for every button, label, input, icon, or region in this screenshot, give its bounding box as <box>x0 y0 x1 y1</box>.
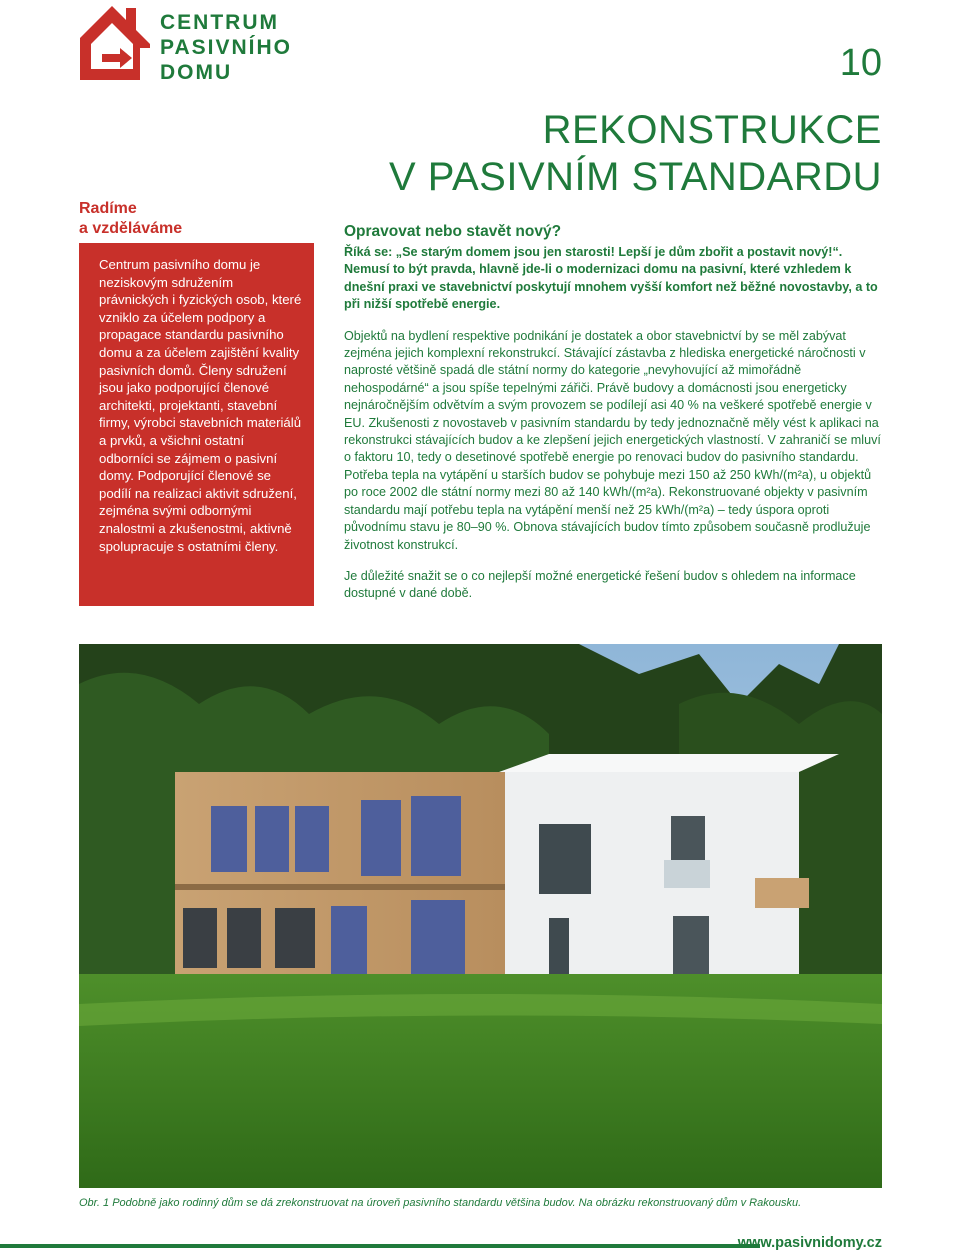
house-arrow-logo-icon <box>80 4 150 80</box>
brand-line-2: PASIVNÍHO <box>160 36 292 59</box>
house-photo-illustration <box>79 644 882 1188</box>
figure-caption: Obr. 1 Podobně jako rodinný dům se dá zrekonstruovat na úroveň pasivního standardu většina budov. Na obrázku rekonstruovaný dům v Rakousku. <box>79 1197 802 1209</box>
page-title-line-2: V PASIVNÍM STANDARDU <box>388 155 882 199</box>
sidebar-info-box <box>79 243 314 606</box>
article-paragraph-1: Objektů na bydlení respektive podnikání je dostatek a obor stavebnictví by se měl zabývat zejména jejich komplexní rekonstrukcí. Stávající zástavba z hlediska energetické náročnosti v naprosté většině spadá dle státní normy do kategorie „nevyhovující až mimořádně nehospodárné“ a jsou spíše tepelnými zářiči. Právě budovy a domácnosti jsou energeticky nejnáročnějším odvětvím a svým provozem se podílejí asi 40 % na veškeré spotřebě energie v EU. Zkušenosti z novostaveb v pasivním standardu by tedy jednoznačně měly vést k aplikaci na rekonstrukci stávajících budov a ke zlepšení jejich energetických vlastností. V zahraničí se mluví o faktoru 10, tedy o desetinové spotřebě energie po renovaci budov do pasivního standardu. Potřeba tepla na vytápění u starších budov se pohybuje mezi 150 až 250 kWh/(m²a), u objektů po roce 2002 dle státní normy mezi 80 až 140 kWh/(m²a). Rekonstruované objekty v pasivním standardu mají potřebu tepla na vytápění menší než 25 kWh/(m²a) – tedy úspora oproti původnímu stavu je 80–90 %. Obnova stávajících budov tímto způsobem současně prodlužuje životnost konstrukcí. <box>344 328 881 552</box>
footer-website-link[interactable]: www.pasivnidomy.cz <box>737 1235 882 1251</box>
article-subheading: Opravovat nebo stavět nový? <box>344 223 562 240</box>
footer-divider <box>0 1244 760 1248</box>
brand-line-3: DOMU <box>160 61 233 84</box>
sidebar-info-text: Centrum pasivního domu je neziskovým sdružením právnických i fyzických osob, které vzniklo za účelem podpory a propagace standardu pasivního domu a za účelem zajištění kvality pasivních domů. Členy sdružení jsou jako podporující členové architekti, projektanti, stavební firmy, výrobci stavebních materiálů a prvků, a všichni ostatní odborníci se zájmem o pasivní domy. Podporující členové se podílí na realizaci aktivit sdružení, zejména svými odbornými znalostmi a zkušenostmi, aktivně spolupracuje s ostatními členy. <box>99 257 302 554</box>
sidebar-heading-line-2: a vzděláváme <box>79 220 183 237</box>
page-title-line-1: REKONSTRUKCE <box>542 108 882 152</box>
sidebar-heading <box>79 199 182 239</box>
brand-name <box>160 10 292 85</box>
brand-line-1: CENTRUM <box>160 11 279 34</box>
sidebar-heading-line-1: Radíme <box>79 200 137 217</box>
house-photo <box>79 644 882 1188</box>
article-paragraph-2: Je důležité snažit se o co nejlepší možné energetické řešení budov s ohledem na informace dostupné v dané době. <box>344 568 856 601</box>
page-title <box>389 107 882 201</box>
article-lead: Říká se: „Se starým domem jsou jen starosti! Lepší je dům zbořit a postavit nový!“. Nemusí to být pravda, hlavně jde-li o modernizaci domu na pasivní, které vzhledem k dnešní praxi ve stavebnictví poskytují mnohem vyšší komfort než běžné novostavby, a to při nižší spotřebě energie. <box>344 245 878 312</box>
article <box>344 223 884 617</box>
page-number: 10 <box>839 42 882 84</box>
